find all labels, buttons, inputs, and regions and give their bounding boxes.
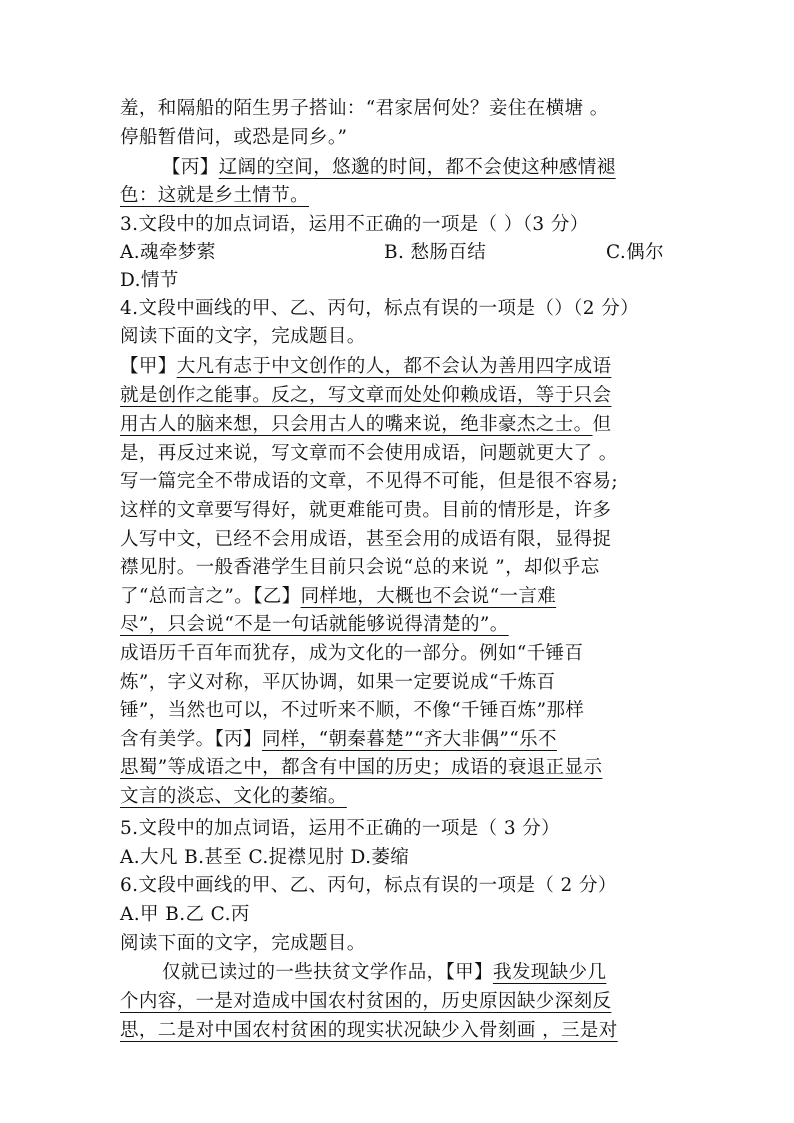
question-5-options: A.大凡 B.甚至 C.捉襟见肘 D.萎缩	[120, 847, 410, 868]
option-b: B. 愁肠百结	[384, 242, 487, 263]
text-fragment: 但	[592, 414, 612, 435]
text-line: 成语历千百年而犹存，成为文化的一部分。例如“千锤百	[120, 643, 584, 664]
option-a: A.魂牵梦萦	[120, 242, 216, 263]
text-line: 停船暂借问，或恐是同乡。”	[120, 127, 348, 148]
text-line: 羞，和隔船的陌生男子搭讪：“君家居何处？妾住在横塘 。	[120, 98, 609, 119]
underlined-sentence-bing-2-end: 文言的淡忘、文化的萎缩。	[120, 786, 347, 807]
label-yi: 了“总而言之”。【乙】	[120, 586, 301, 607]
underlined-sentence-jia-end: 用古人的脑来想，只会用古人的嘴来说，绝非豪杰之士。	[120, 414, 593, 435]
label-jia: 【甲】	[120, 356, 177, 377]
underlined-sentence-jia-3-cont: 个内容，一是对造成中国农村贫困的，历史原因缺少深刻反	[120, 991, 612, 1012]
question-5: 5.文段中的加点词语，运用不正确的一项是（ 3 分）	[120, 818, 561, 839]
underlined-sentence-yi: 同样地，大概也不会说“一言难	[300, 586, 557, 607]
text-line: 锤”，当然也可以，不过听来不顺，不像“千锤百炼”那样	[120, 700, 585, 721]
text-line	[120, 584, 556, 610]
question-6-options: A.甲 B.乙 C.丙	[120, 904, 250, 925]
text-fragment: 仅就已读过的一些扶贫文学作品，【甲】	[162, 962, 493, 983]
text-line	[120, 727, 557, 753]
text-line: 人写中文，已经不会用成语，甚至会用的成语有限，显得捉	[120, 529, 612, 550]
question-4: 4.文段中画线的甲、乙、丙句，标点有误的一项是（）（2 分）	[120, 298, 640, 319]
option-d: D.情节	[120, 270, 179, 291]
underlined-sentence-jia-cont: 就是创作之能事。反之，写文章而处处仰赖成语，等于只会	[120, 385, 612, 406]
text-line	[120, 412, 611, 438]
question-3: 3.文段中的加点词语，运用不正确的一项是（ ）（3 分）	[120, 214, 589, 235]
text-line: 写一篇完全不带成语的文章，不见得不可能，但是很不容易;	[120, 471, 619, 492]
underlined-sentence-bing-2-cont: 思蜀”等成语之中，都含有中国的历史；成语的衰退正显示	[120, 757, 603, 778]
question-6: 6.文段中画线的甲、乙、丙句，标点有误的一项是（ 2 分）	[120, 875, 617, 896]
text-line: 这样的文章要写得好，就更难能可贵。目前的情形是，许多	[120, 500, 612, 521]
reading-instruction: 阅读下面的文字，完成题目。	[120, 933, 366, 954]
underlined-sentence-bing-2: 同样，“朝秦暮楚”“齐大非偶”“乐不	[261, 729, 557, 750]
underlined-sentence-bing: 辽阔的空间，悠邈的时间，都不会使这种感情褪	[218, 157, 616, 178]
label-bing-2: 含有美学。【丙】	[120, 729, 262, 750]
text-line: 是，再反过来说，写文章而不会使用成语，问题就更大了 。	[120, 443, 618, 464]
underlined-sentence-yi-cont: 尽”，只会说“不是一句话就能够说得清楚的”。	[120, 614, 509, 635]
label-bing: 【丙】	[162, 157, 219, 178]
text-line	[162, 960, 606, 986]
underlined-sentence-bing-cont: 色：这就是乡土情节。	[120, 185, 310, 206]
text-line	[120, 354, 611, 380]
underlined-sentence-jia-3-end: 思，二是对中国农村贫困的现实状况缺少入骨刻画 ，三是对	[120, 1020, 618, 1041]
reading-instruction: 阅读下面的文字，完成题目。	[120, 326, 366, 347]
option-c: C.偶尔	[606, 242, 664, 263]
text-line	[162, 155, 616, 181]
underlined-sentence-jia: 大凡有志于中文创作的人，都不会认为善用四字成语	[176, 356, 612, 377]
text-line: 炼”，字义对称，平仄协调，如果一定要说成“千炼百	[120, 672, 556, 693]
underlined-sentence-jia-3: 我发现缺少几	[492, 962, 607, 983]
text-line: 襟见肘。一般香港学生目前只会说“总的来说 ”，却似乎忘	[120, 557, 600, 578]
